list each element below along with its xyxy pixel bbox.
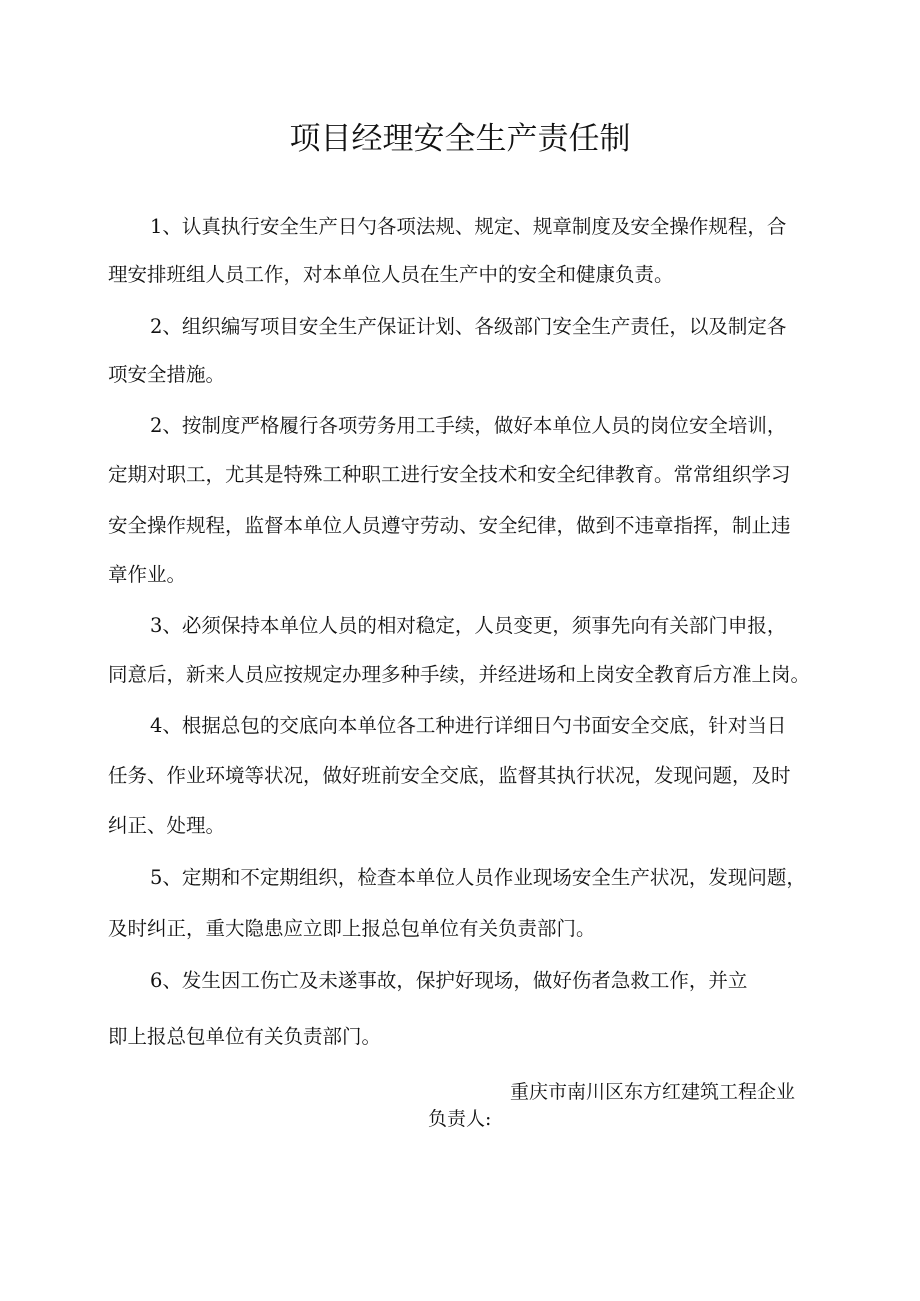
item-6-line-1: 6、发生因工伤亡及未遂事故，保护好现场，做好伤者急救工作，并立 xyxy=(150,969,748,992)
item-5-line-2: 及时纠正，重大隐患应立即上报总包单位有关负责部门。 xyxy=(108,917,596,940)
item-2-line-2: 项安全措施。 xyxy=(108,363,226,386)
item-2b-line-4: 章作业。 xyxy=(108,563,187,586)
item-5-line-1: 5、定期和不定期组织，检查本单位人员作业现场安全生产状况，发现问题， xyxy=(150,866,806,889)
document-title: 项目经理安全生产责任制 xyxy=(289,121,631,157)
item-3-line-2: 同意后，新来人员应按规定办理多种手续，并经进场和上岗安全教育后方准上岗。 xyxy=(108,663,811,686)
item-4-line-1: 4、根据总包的交底向本单位各工种进行详细日勺书面安全交底，针对当日 xyxy=(150,714,787,737)
item-2b-line-2: 定期对职工，尤其是特殊工种职工进行安全技术和安全纪律教育。常常组织学习 xyxy=(108,463,791,486)
item-2-line-1: 2、组织编写项目安全生产保证计划、各级部门安全生产责任，以及制定各 xyxy=(150,315,787,338)
item-3-line-1: 3、必须保持本单位人员的相对稳定，人员变更，须事先向有关部门申报， xyxy=(150,614,787,637)
responsible-person-label: 负责人: xyxy=(428,1108,492,1130)
item-6-line-2: 即上报总包单位有关负责部门。 xyxy=(108,1025,382,1048)
organization-name: 重庆市南川区东方红建筑工程企业 xyxy=(510,1081,796,1103)
item-4-line-3: 纠正、处理。 xyxy=(108,814,226,837)
item-2b-line-3: 安全操作规程，监督本单位人员遵守劳动、安全纪律，做到不违章指挥，制止违 xyxy=(108,514,791,537)
item-1-line-2: 理安排班组人员工作，对本单位人员在生产中的安全和健康负责。 xyxy=(108,263,674,286)
item-4-line-2: 任务、作业环境等状况，做好班前安全交底，监督其执行状况，发现问题，及时 xyxy=(108,764,791,787)
item-2b-line-1: 2、按制度严格履行各项劳务用工手续，做好本单位人员的岗位安全培训， xyxy=(150,414,787,437)
item-1-line-1: 1、认真执行安全生产日勺各项法规、规定、规章制度及安全操作规程，合 xyxy=(150,215,787,238)
